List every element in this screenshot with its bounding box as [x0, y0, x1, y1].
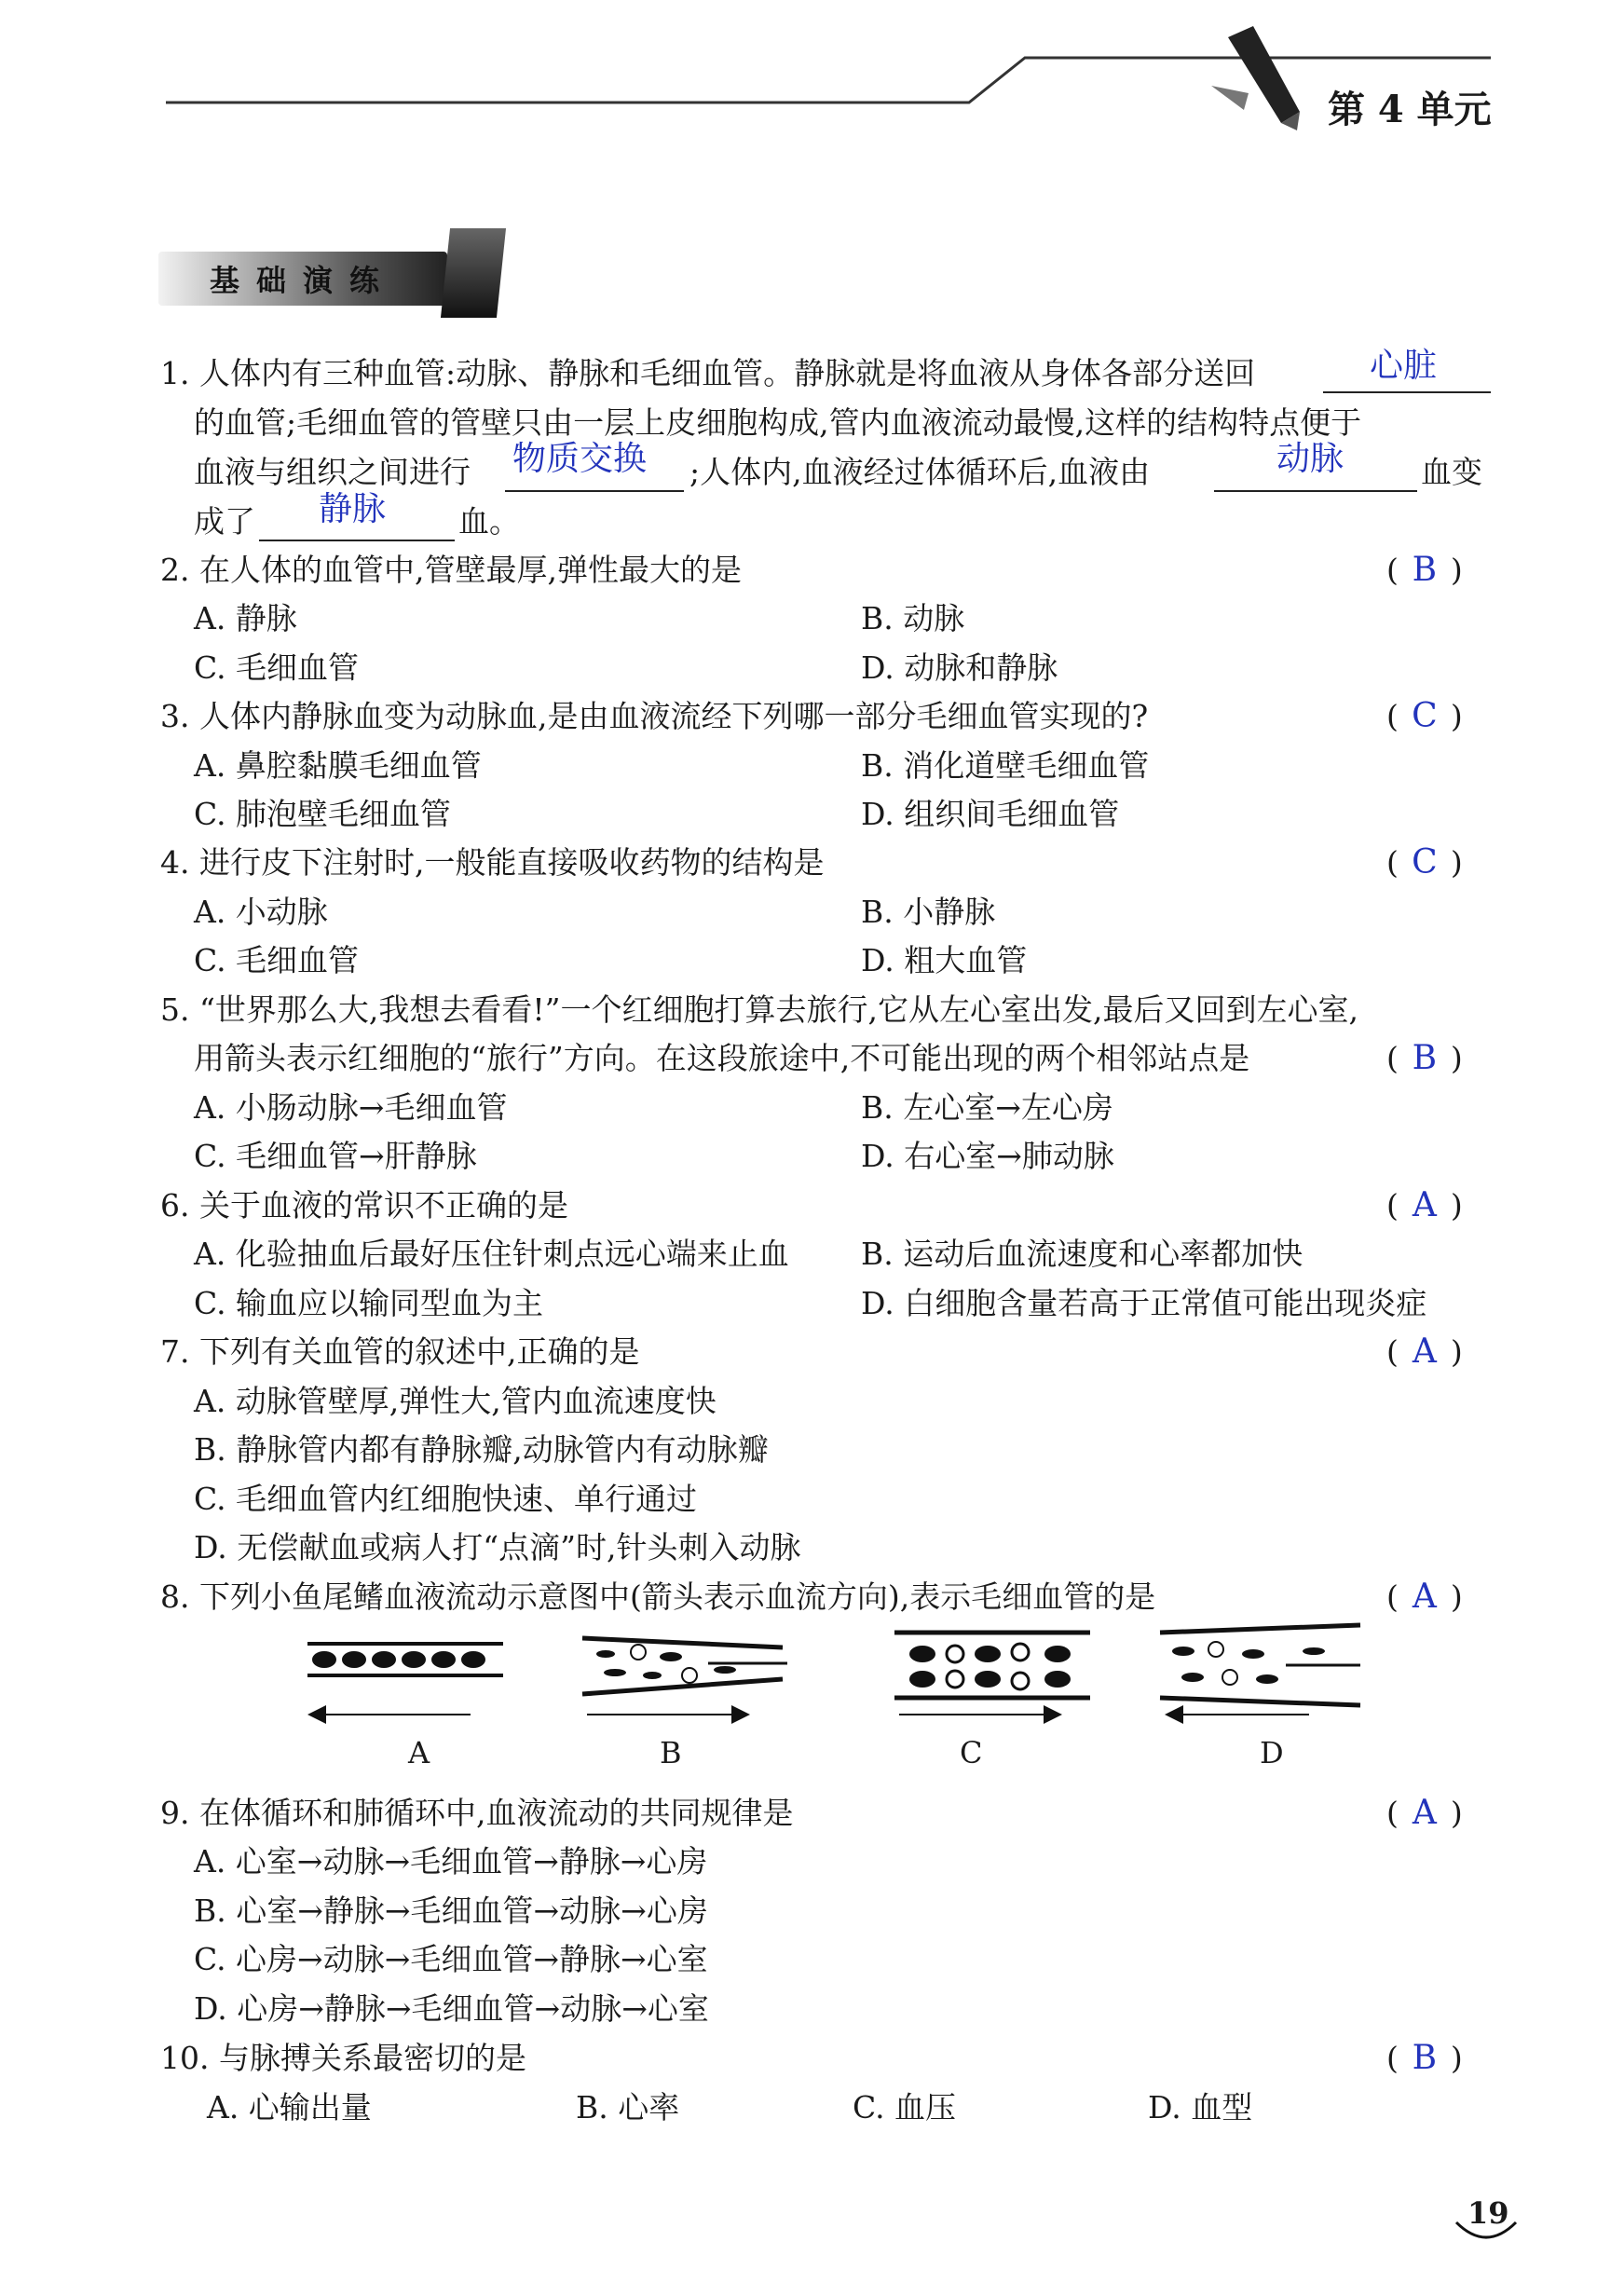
q10-stem: 10. 与脉搏关系最密切的是: [160, 2040, 526, 2076]
q3-stem: 3. 人体内静脉血变为动脉血,是由血液流经下列哪一部分毛细血管实现的?: [160, 698, 1149, 734]
q2-option-d: D. 动脉和静脉: [861, 649, 1058, 686]
q2-option-b: B. 动脉: [861, 600, 965, 636]
figure-a: [307, 1644, 503, 1715]
q4-stem: 4. 进行皮下注射时,一般能直接吸收药物的结构是: [160, 844, 825, 881]
section-banner-label: 基础演练: [210, 263, 397, 298]
unit-title: 第 4 单元: [1328, 88, 1492, 131]
q4-option-b: B. 小静脉: [861, 894, 996, 930]
figure-d-label: D: [1260, 1735, 1284, 1770]
q3-option-a: A. 鼻腔黏膜毛细血管: [194, 747, 482, 784]
q2-stem: 2. 在人体的血管中,管壁最厚,弹性最大的是: [160, 552, 742, 588]
q8-answer: ( A ): [1386, 1578, 1463, 1616]
q7-option-a: A. 动脉管壁厚,弹性大,管内血流速度快: [194, 1383, 717, 1419]
q1-line3b: ;人体内,血液经过体循环后,血液由: [689, 454, 1151, 490]
q1-blank2: [505, 490, 684, 492]
q1-answer3: 动脉: [1276, 440, 1344, 478]
q7-option-d: D. 无偿献血或病人打“点滴”时,针头刺入动脉: [194, 1529, 801, 1565]
q6-option-c: C. 输血应以输同型血为主: [194, 1285, 544, 1321]
q1-blank4: [259, 540, 455, 541]
q10-answer: ( B ): [1386, 2039, 1463, 2077]
q1-line1: 1. 人体内有三种血管:动脉、静脉和毛细血管。静脉就是将血液从身体各部分送回: [160, 355, 1256, 391]
q1-blank3: [1214, 490, 1417, 492]
q5-answer: ( B ): [1386, 1039, 1463, 1077]
q4-option-d: D. 粗大血管: [861, 942, 1028, 978]
q2-option-c: C. 毛细血管: [194, 649, 360, 686]
q4-option-c: C. 毛细血管: [194, 942, 360, 978]
figure-d: [1160, 1625, 1360, 1715]
q4-option-a: A. 小动脉: [194, 894, 328, 930]
q8-stem: 8. 下列小鱼尾鳍血液流动示意图中(箭头表示血流方向),表示毛细血管的是: [160, 1578, 1156, 1615]
q9-answer: ( A ): [1386, 1794, 1463, 1832]
q6-answer: ( A ): [1386, 1186, 1463, 1224]
figure-a-label: A: [408, 1735, 430, 1770]
q3-answer: ( C ): [1386, 697, 1463, 735]
q9-option-c: C. 心房→动脉→毛细血管→静脉→心室: [194, 1941, 708, 1977]
q5-stem-line2: 用箭头表示红细胞的“旅行”方向。在这段旅途中,不可能出现的两个相邻站点是: [194, 1040, 1250, 1076]
q1-line3c: 血变: [1421, 454, 1482, 490]
q1-line4a: 成了: [194, 503, 255, 540]
q1-answer2: 物质交换: [512, 440, 648, 478]
q6-option-b: B. 运动后血流速度和心率都加快: [861, 1236, 1304, 1272]
q2-answer: ( B ): [1386, 551, 1463, 589]
q5-option-d: D. 右心室→肺动脉: [861, 1138, 1114, 1174]
figure-c: [894, 1633, 1090, 1715]
banner-block: [441, 228, 506, 318]
figure-c-label: C: [960, 1735, 983, 1770]
q7-stem: 7. 下列有关血管的叙述中,正确的是: [160, 1333, 640, 1370]
figure-b: [582, 1638, 787, 1715]
q1-line3a: 血液与组织之间进行: [194, 454, 471, 490]
q1-line2: 的血管;毛细血管的管壁只由一层上皮细胞构成,管内血液流动最慢,这样的结构特点便于: [194, 404, 1362, 441]
q9-option-b: B. 心室→静脉→毛细血管→动脉→心房: [194, 1893, 708, 1929]
q9-option-a: A. 心室→动脉→毛细血管→静脉→心房: [194, 1843, 708, 1879]
q4-answer: ( C ): [1386, 843, 1463, 882]
q3-option-b: B. 消化道壁毛细血管: [861, 747, 1150, 784]
q1-answer1: 心脏: [1370, 347, 1438, 385]
figure-b-label: B: [660, 1735, 682, 1770]
q2-option-a: A. 静脉: [194, 600, 297, 636]
q5-option-a: A. 小肠动脉→毛细血管: [194, 1089, 508, 1126]
q1-blank1: [1323, 391, 1491, 393]
q3-option-c: C. 肺泡壁毛细血管: [194, 796, 452, 832]
q6-option-a: A. 化验抽血后最好压住针刺点远心端来止血: [194, 1236, 789, 1272]
q5-stem-line1: 5. “世界那么大,我想去看看!”一个红细胞打算去旅行,它从左心室出发,最后又回到左心室,: [160, 991, 1358, 1028]
q10-option-d: D. 血型: [1148, 2089, 1253, 2125]
q10-option-a: A. 心输出量: [207, 2089, 372, 2125]
q10-option-b: B. 心率: [576, 2089, 680, 2125]
q7-answer: ( A ): [1386, 1332, 1463, 1371]
q1-answer4: 静脉: [319, 490, 387, 528]
q3-option-d: D. 组织间毛细血管: [861, 796, 1120, 832]
q7-option-b: B. 静脉管内都有静脉瓣,动脉管内有动脉瓣: [194, 1431, 769, 1468]
q7-option-c: C. 毛细血管内红细胞快速、单行通过: [194, 1481, 698, 1517]
q5-option-b: B. 左心室→左心房: [861, 1089, 1113, 1126]
q10-option-c: C. 血压: [853, 2089, 957, 2125]
q9-option-d: D. 心房→静脉→毛细血管→动脉→心室: [194, 1990, 709, 2027]
page-number: 19: [1467, 2195, 1509, 2231]
q6-option-d: D. 白细胞含量若高于正常值可能出现炎症: [861, 1285, 1427, 1321]
pencil-icon: [1211, 26, 1300, 130]
q8-figures: [280, 1612, 1398, 1752]
q1-line4b: 血。: [458, 503, 520, 540]
q9-stem: 9. 在体循环和肺循环中,血液流动的共同规律是: [160, 1795, 794, 1831]
q5-option-c: C. 毛细血管→肝静脉: [194, 1138, 477, 1174]
q6-stem: 6. 关于血液的常识不正确的是: [160, 1187, 568, 1223]
